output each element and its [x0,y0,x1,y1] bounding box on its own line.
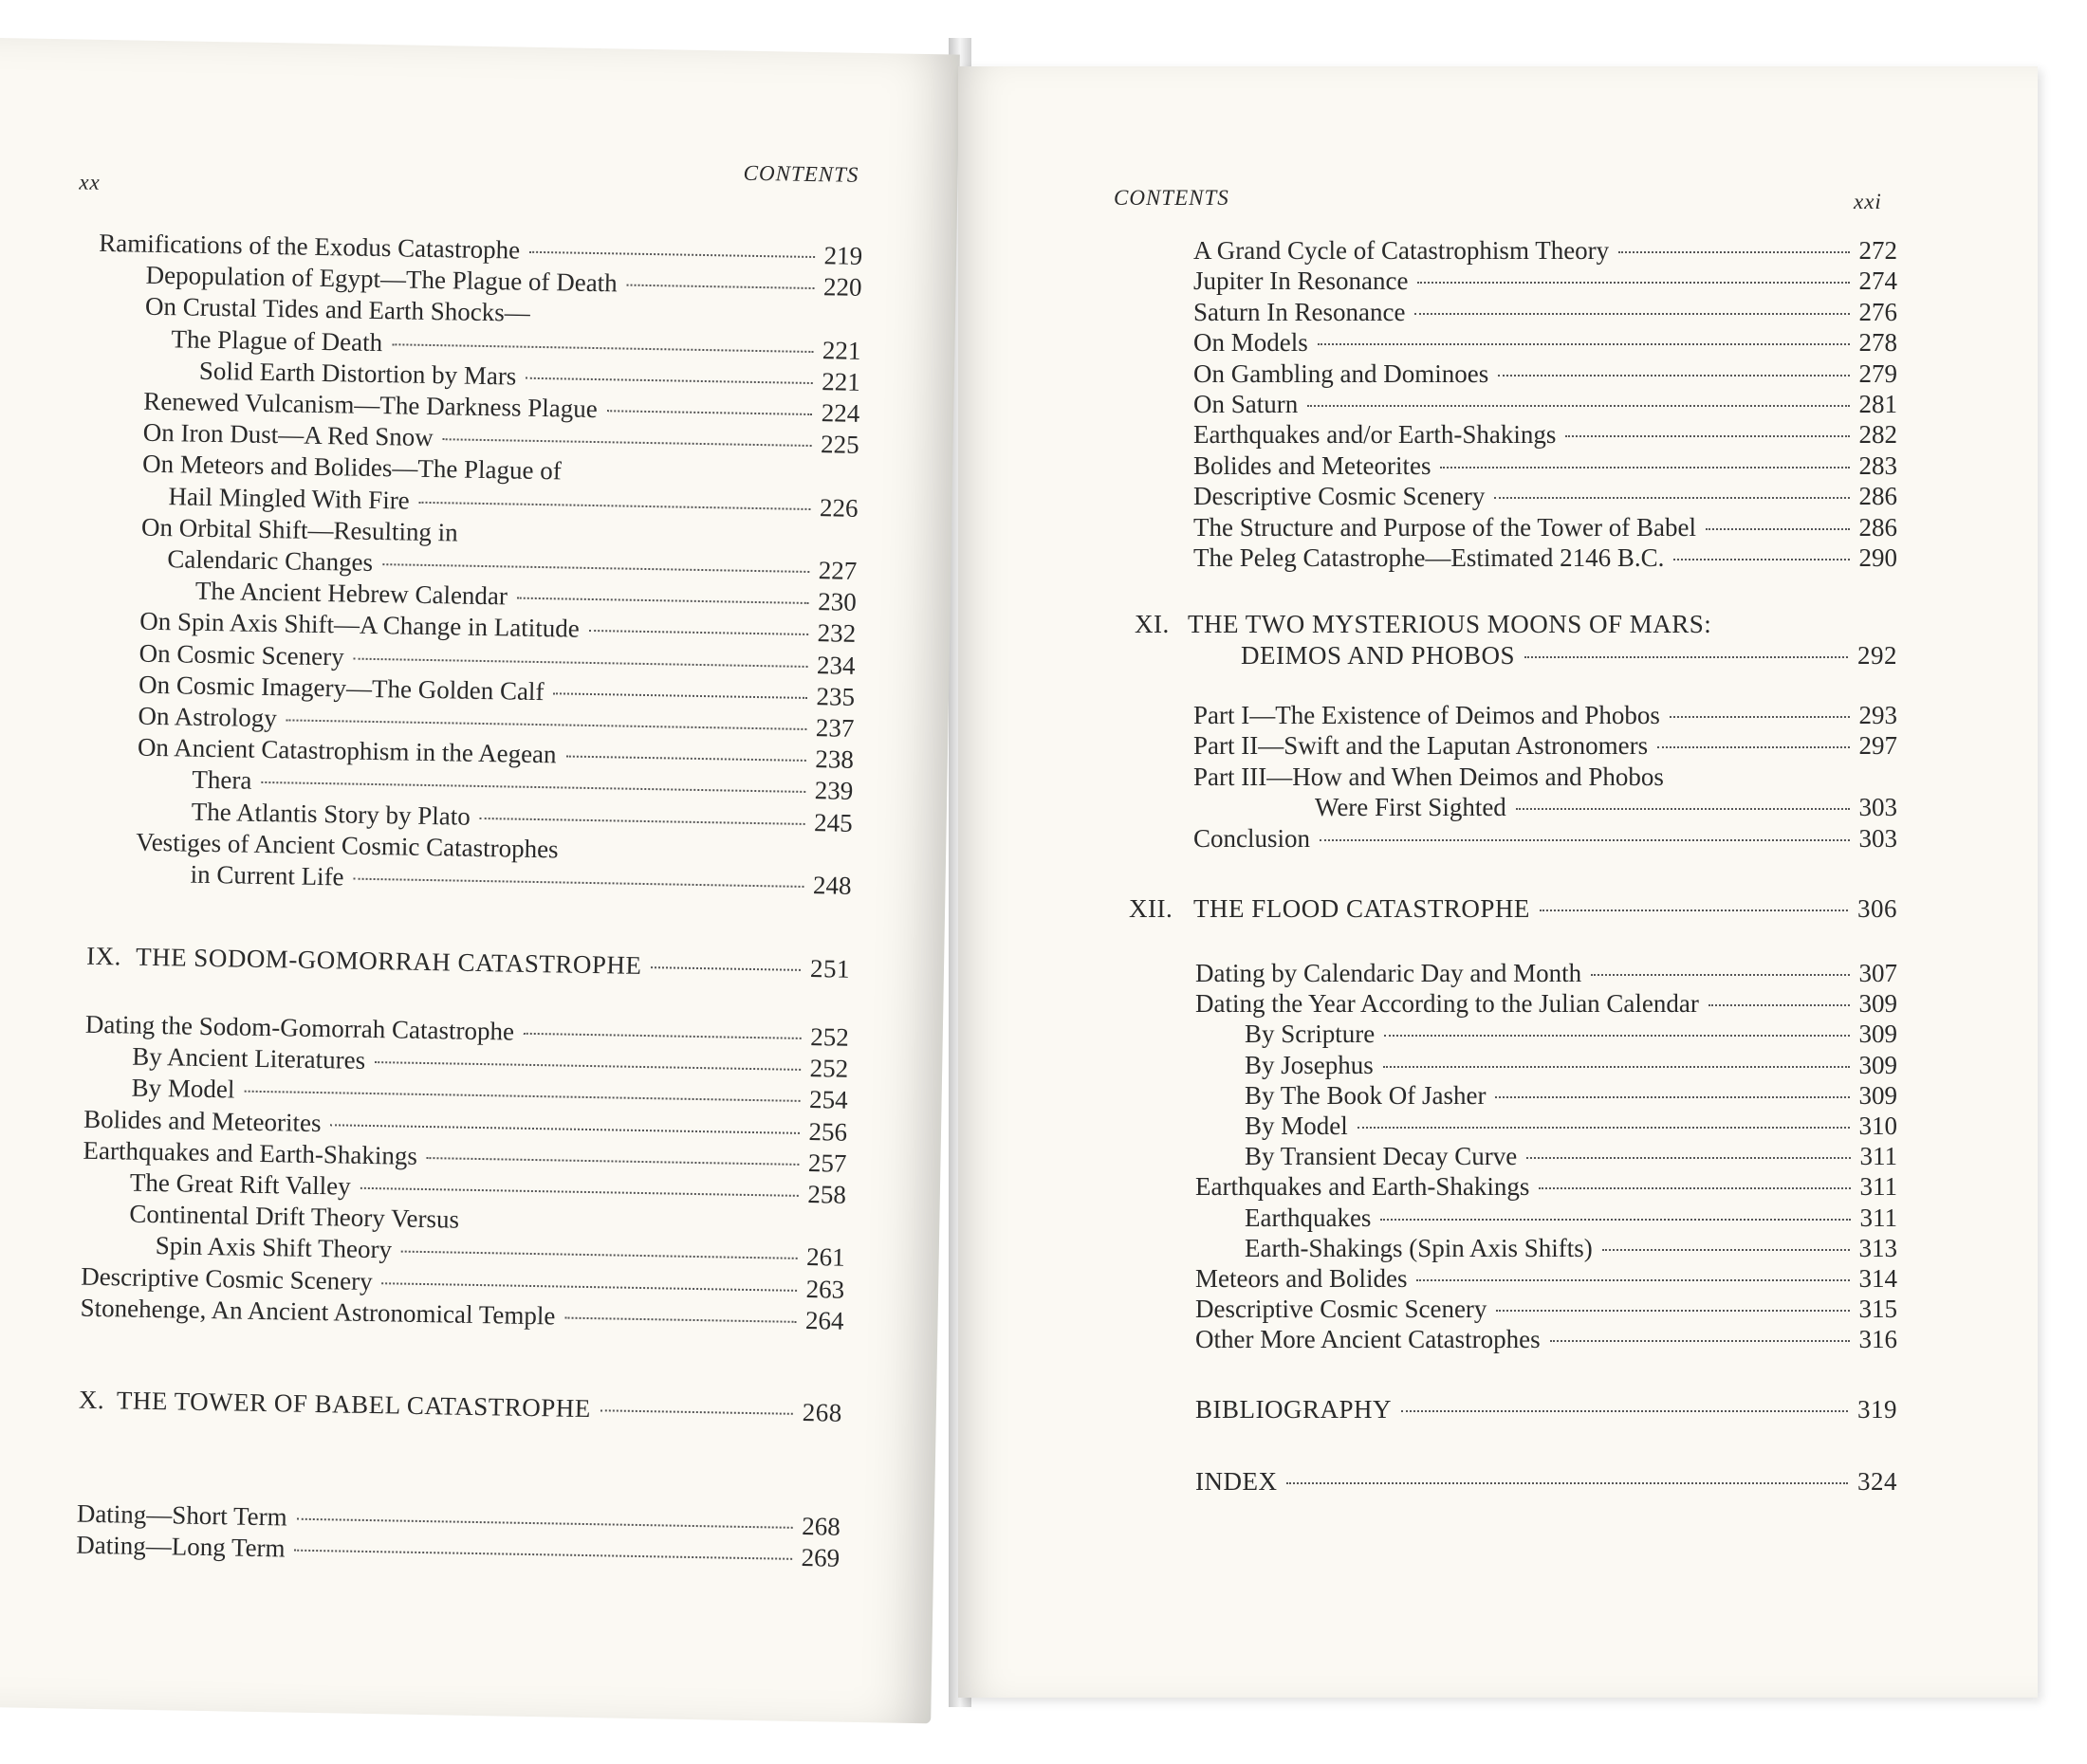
toc-entry-title: On Iron Dust—A Red Snow [142,417,434,452]
toc-entry-page: 310 [1858,1112,1897,1140]
chapter-number: XII. [1129,894,1173,923]
toc-entry-page: 221 [822,366,861,396]
left-page-number: xx [79,170,101,194]
leader-dots [286,719,806,730]
toc-entry-title: A Grand Cycle of Catastrophism Theory [1193,236,1610,265]
bibliography-title: BIBLIOGRAPHY [1195,1395,1393,1424]
chapter-title-cont: DEIMOS AND PHOBOS [1241,641,1516,670]
leader-dots [1380,1219,1850,1221]
leader-dots [1516,808,1850,810]
leader-dots [1383,1066,1850,1068]
toc-entry-title: On Cosmic Imagery—The Golden Calf [138,670,545,706]
toc-entry-page: 311 [1859,1203,1897,1232]
toc-entry[interactable] [190,859,851,902]
toc-entry-page: 293 [1858,701,1897,729]
toc-entry-title: The Peleg Catastrophe—Estimated 2146 B.C. [1193,543,1665,572]
toc-entry-title: Earthquakes [1245,1203,1372,1232]
toc-entry-title: Saturn In Resonance [1193,297,1406,326]
right-page [958,66,2038,1698]
toc-entry-title-partial[interactable]: Vestiges of Ancient Cosmic Catastrophes [135,827,559,864]
toc-entry-page: 281 [1858,390,1897,418]
toc-entry-title: Stonehenge, An Ancient Astronomical Temple [80,1293,556,1331]
toc-entry-page: 254 [808,1085,848,1115]
toc-entry[interactable] [1193,450,1897,482]
index-entry[interactable] [1195,1466,1897,1498]
toc-entry-title: Other More Ancient Catastrophes [1195,1325,1541,1354]
toc-entry-title: Dating the Year According to the Julian Calendar [1195,989,1699,1019]
leader-dots [419,501,810,509]
toc-entry-title: Dating—Long Term [76,1530,286,1563]
toc-entry[interactable] [1245,1080,1897,1112]
toc-entry-title: Earthquakes and Earth-Shakings [83,1135,418,1170]
toc-entry[interactable] [1193,389,1897,420]
toc-entry-page: 311 [1859,1172,1897,1202]
left-running-head: CONTENTS [743,160,859,187]
index-page: 324 [1857,1467,1897,1496]
leader-dots [360,1187,799,1197]
leader-dots [297,1518,793,1529]
toc-entry-title: Spin Axis Shift Theory [155,1231,393,1264]
toc-entry-title: Hail Mingled With Fire [168,481,410,515]
leader-dots [1320,839,1849,841]
toc-entry[interactable] [1245,1233,1897,1264]
toc-entry[interactable] [1195,988,1897,1020]
toc-entry[interactable] [1193,823,1897,854]
toc-entry-title: Jupiter In Resonance [1193,266,1409,296]
toc-entry-page: 261 [805,1242,845,1273]
leader-dots [1318,343,1850,345]
toc-entry-page: 303 [1858,823,1897,853]
toc-entry[interactable] [1193,419,1897,450]
leader-dots [382,1282,797,1292]
leader-dots [1708,1004,1850,1006]
leader-dots [1440,467,1849,469]
leader-dots [1618,251,1849,253]
leader-dots [1384,1035,1849,1037]
toc-entry-title-partial[interactable]: On Orbital Shift—Resulting in [140,512,458,547]
toc-entry-page: 279 [1858,358,1897,388]
toc-entry[interactable] [1245,1019,1897,1050]
leader-dots [244,1091,800,1102]
toc-entry-page: 286 [1858,512,1897,542]
toc-entry[interactable] [1245,1111,1897,1142]
right-page-number: xxi [1854,190,1882,213]
toc-entry-page: 226 [819,492,859,523]
toc-entry-title: Earthquakes and Earth-Shakings [1195,1172,1530,1202]
toc-entry[interactable] [1245,1203,1897,1234]
leader-dots [354,878,804,888]
index-title: INDEX [1195,1467,1278,1496]
toc-entry-page: 311 [1859,1142,1897,1171]
toc-entry-page: 297 [1858,731,1897,761]
leader-dots [330,1124,799,1134]
leader-dots [1496,1310,1849,1312]
toc-entry-title: On Saturn [1193,390,1299,418]
toc-entry-page: 238 [815,744,855,775]
leader-dots [1673,559,1849,560]
leader-dots [382,563,809,573]
leader-dots [1540,910,1848,911]
leader-dots [1401,1410,1848,1412]
toc-entry-title: Dating by Calendaric Day and Month [1195,959,1582,987]
toc-entry-page: 274 [1858,266,1897,296]
toc-entry-title: Descriptive Cosmic Scenery [80,1261,373,1295]
leader-dots [1602,1249,1850,1251]
leader-dots [526,377,812,384]
chapter-page: 306 [1857,894,1897,923]
toc-entry-page: 282 [1858,420,1897,450]
toc-entry-page: 278 [1858,328,1897,358]
right-running-head: CONTENTS [1114,186,1229,210]
toc-entry[interactable] [1193,700,1897,731]
toc-entry-page: 307 [1858,959,1897,987]
toc-entry-title: Dating the Sodom-Gomorrah Catastrophe [84,1009,515,1046]
leader-dots [375,1061,801,1071]
leader-dots [564,1316,796,1322]
chapter-page: 268 [802,1397,843,1427]
bibliography-page: 319 [1857,1395,1897,1424]
leader-dots [627,285,814,289]
toc-entry[interactable] [1193,542,1897,574]
toc-entry[interactable] [1193,235,1897,266]
toc-entry-page: 237 [815,713,855,743]
leader-dots [1416,1279,1849,1281]
chapter-number: IX. [85,941,122,971]
toc-entry-title: On Models [1193,328,1308,358]
toc-entry-page: 232 [817,618,857,649]
toc-entry-title: On Astrology [138,701,278,733]
toc-entry-page: 252 [809,1054,849,1083]
chapter-xi-entry[interactable] [1135,609,1711,640]
toc-entry-title-partial[interactable]: Part III—How and When Deimos and Phobos [1193,762,1664,791]
leader-dots [1706,528,1850,530]
leader-dots [401,1251,797,1259]
chapter-xi-entry-cont[interactable] [1241,640,1897,671]
toc-entry-page: 230 [817,587,858,617]
leader-dots [1498,375,1849,377]
toc-entry-title: Descriptive Cosmic Scenery [1193,482,1486,511]
toc-entry[interactable] [1315,792,1897,823]
chapter-ix-entry[interactable] [86,941,850,985]
toc-entry-page: 316 [1858,1325,1897,1354]
toc-entry-page: 235 [816,681,856,711]
toc-entry-title: By The Book Of Jasher [1245,1080,1487,1110]
toc-entry-title: Part I—The Existence of Deimos and Phobos [1193,701,1660,729]
toc-entry-page: 219 [823,241,863,270]
chapter-title: THE TOWER OF BABEL CATASTROPHE [116,1386,592,1424]
toc-entry-page: 225 [820,430,859,460]
leader-dots [1565,435,1849,437]
toc-entry-page: 290 [1858,543,1897,572]
toc-entry-page: 272 [1858,236,1897,265]
chapter-x-entry[interactable] [79,1385,842,1429]
leader-dots [354,657,807,667]
leader-dots [651,966,801,971]
chapter-number: X. [78,1385,105,1415]
leader-dots [427,1157,799,1166]
toc-entry-title: Bolides and Meteorites [1193,450,1431,480]
toc-entry-page: 224 [821,398,860,428]
toc-entry-page: 256 [808,1116,848,1147]
toc-entry[interactable] [1195,1171,1897,1203]
leader-dots [480,818,804,825]
toc-entry-title: in Current Life [190,859,344,891]
toc-entry-title-partial[interactable]: On Meteors and Bolides—The Plague of [141,450,563,486]
toc-entry-title: Ramifications of the Exodus Catastrophe [98,228,521,265]
toc-entry-page: 227 [818,556,858,585]
toc-entry[interactable] [1195,1294,1897,1325]
toc-entry-title: On Spin Axis Shift—A Change in Latitude [139,607,580,644]
toc-entry-title: On Ancient Catastrophism in the Aegean [137,732,557,769]
leader-dots [1539,1187,1850,1189]
chapter-page: 292 [1857,641,1897,670]
leader-dots [1495,1096,1849,1098]
leader-dots [553,692,806,699]
toc-entry-title: By Transient Decay Curve [1245,1142,1518,1171]
toc-entry[interactable] [1193,481,1897,512]
toc-entry-title: Part II—Swift and the Laputan Astronomers [1193,731,1649,761]
leader-dots [443,438,811,447]
toc-entry-title: Renewed Vulcanism—The Darkness Plague [143,386,599,424]
toc-entry-title: By Ancient Literatures [132,1041,366,1075]
leader-dots [1286,1482,1848,1484]
toc-entry-page: 309 [1858,1020,1897,1049]
toc-entry-page: 286 [1858,482,1897,511]
leader-dots [600,1409,793,1415]
chapter-page: 251 [809,954,851,983]
toc-entry-title: By Model [131,1073,235,1104]
toc-entry[interactable] [1193,730,1897,762]
leader-dots [1494,497,1849,499]
toc-entry[interactable] [1195,1324,1897,1355]
toc-entry-title: Were First Sighted [1315,793,1506,822]
leader-dots [261,781,804,793]
left-page [0,38,960,1723]
toc-entry-page: 315 [1858,1295,1897,1324]
toc-entry[interactable] [1193,512,1897,543]
toc-entry-page: 263 [805,1274,845,1304]
leader-dots [524,1033,801,1039]
toc-entry[interactable] [1193,327,1897,358]
leader-dots [1526,1157,1850,1159]
toc-entry-page: 309 [1858,1080,1897,1110]
toc-entry[interactable] [1193,358,1897,390]
leader-dots [1417,282,1849,284]
toc-entry-title: By Model [1245,1112,1348,1140]
toc-entry-page: 248 [812,871,852,900]
toc-entry-page: 220 [822,272,862,303]
toc-entry-page: 309 [1858,1050,1897,1079]
leader-dots [1414,313,1849,315]
leader-dots [1524,656,1848,658]
chapter-title: THE TWO MYSTERIOUS MOONS OF MARS: [1188,610,1712,638]
toc-entry-title: Depopulation of Egypt—The Plague of Death [145,260,618,298]
toc-entry-title: Dating—Short Term [76,1498,287,1532]
chapter-number: XI. [1135,610,1170,638]
toc-entry[interactable] [1195,958,1897,989]
toc-entry-page: 313 [1858,1233,1897,1262]
toc-entry-title: The Plague of Death [171,323,383,357]
toc-entry-title: Meteors and Bolides [1195,1264,1408,1293]
toc-entry-title: Thera [192,765,252,796]
toc-entry-title: Solid Earth Distortion by Mars [198,356,517,391]
leader-dots [1307,405,1849,407]
toc-entry-page: 314 [1858,1264,1897,1293]
toc-entry[interactable] [1195,1263,1897,1295]
toc-entry-title: Bolides and Meteorites [83,1104,322,1137]
toc-entry-page: 309 [1858,989,1897,1019]
toc-entry-title: The Great Rift Valley [129,1167,351,1201]
toc-entry-title-partial[interactable]: On Crustal Tides and Earth Shocks— [144,292,531,328]
toc-entry-title: Conclusion [1193,823,1311,853]
chapter-xii-entry[interactable] [1129,893,1897,925]
leader-dots [1550,1340,1850,1342]
toc-entry-title: Descriptive Cosmic Scenery [1195,1295,1487,1324]
leader-dots [392,343,813,353]
toc-entry[interactable] [1245,1050,1897,1081]
toc-entry-page: 264 [804,1305,844,1335]
toc-entry-title: Earth-Shakings (Spin Axis Shifts) [1245,1233,1593,1262]
toc-entry-title: The Structure and Purpose of the Tower of Babel [1193,512,1696,542]
toc-entry-page: 276 [1858,297,1897,326]
toc-entry-title: By Josephus [1245,1050,1374,1079]
toc-entry-page: 221 [822,335,861,365]
toc-entry-title: Earthquakes and/or Earth-Shakings [1193,420,1557,450]
toc-entry-page: 258 [807,1180,847,1209]
toc-entry-page: 257 [807,1148,847,1178]
leader-dots [1357,1127,1850,1129]
toc-entry-page: 245 [813,807,853,837]
toc-entry-title-partial[interactable]: Continental Drift Theory Versus [129,1199,460,1234]
toc-entry-page: 234 [816,650,856,680]
toc-entry[interactable] [1193,266,1897,297]
bibliography-entry[interactable] [1195,1394,1897,1425]
toc-entry-page: 239 [814,776,854,806]
leader-dots [1670,716,1850,718]
leader-dots [589,630,808,635]
toc-entry[interactable] [1193,297,1897,328]
toc-entry-page: 252 [809,1022,850,1052]
toc-entry-page: 268 [801,1511,841,1541]
leader-dots [566,756,806,762]
toc-entry-page: 269 [801,1543,840,1572]
chapter-title: THE SODOM-GOMORRAH CATASTROPHE [135,942,642,980]
leader-dots [1657,746,1849,748]
toc-entry[interactable] [1245,1141,1897,1172]
leader-dots [607,410,812,415]
toc-entry-title: On Gambling and Dominoes [1193,358,1489,388]
toc-entry-page: 283 [1858,450,1897,480]
leader-dots [1591,974,1849,976]
leader-dots [529,251,815,258]
toc-entry-title: On Cosmic Scenery [139,638,344,671]
toc-entry-title: By Scripture [1245,1020,1376,1049]
toc-entry-title: The Ancient Hebrew Calendar [194,576,508,611]
toc-entry-page: 303 [1858,793,1897,822]
toc-entry-title: Calendaric Changes [167,544,374,577]
leader-dots [295,1550,792,1560]
chapter-title: THE FLOOD CATASTROPHE [1193,894,1530,923]
leader-dots [517,597,808,604]
toc-entry-title: The Atlantis Story by Plato [191,797,471,831]
